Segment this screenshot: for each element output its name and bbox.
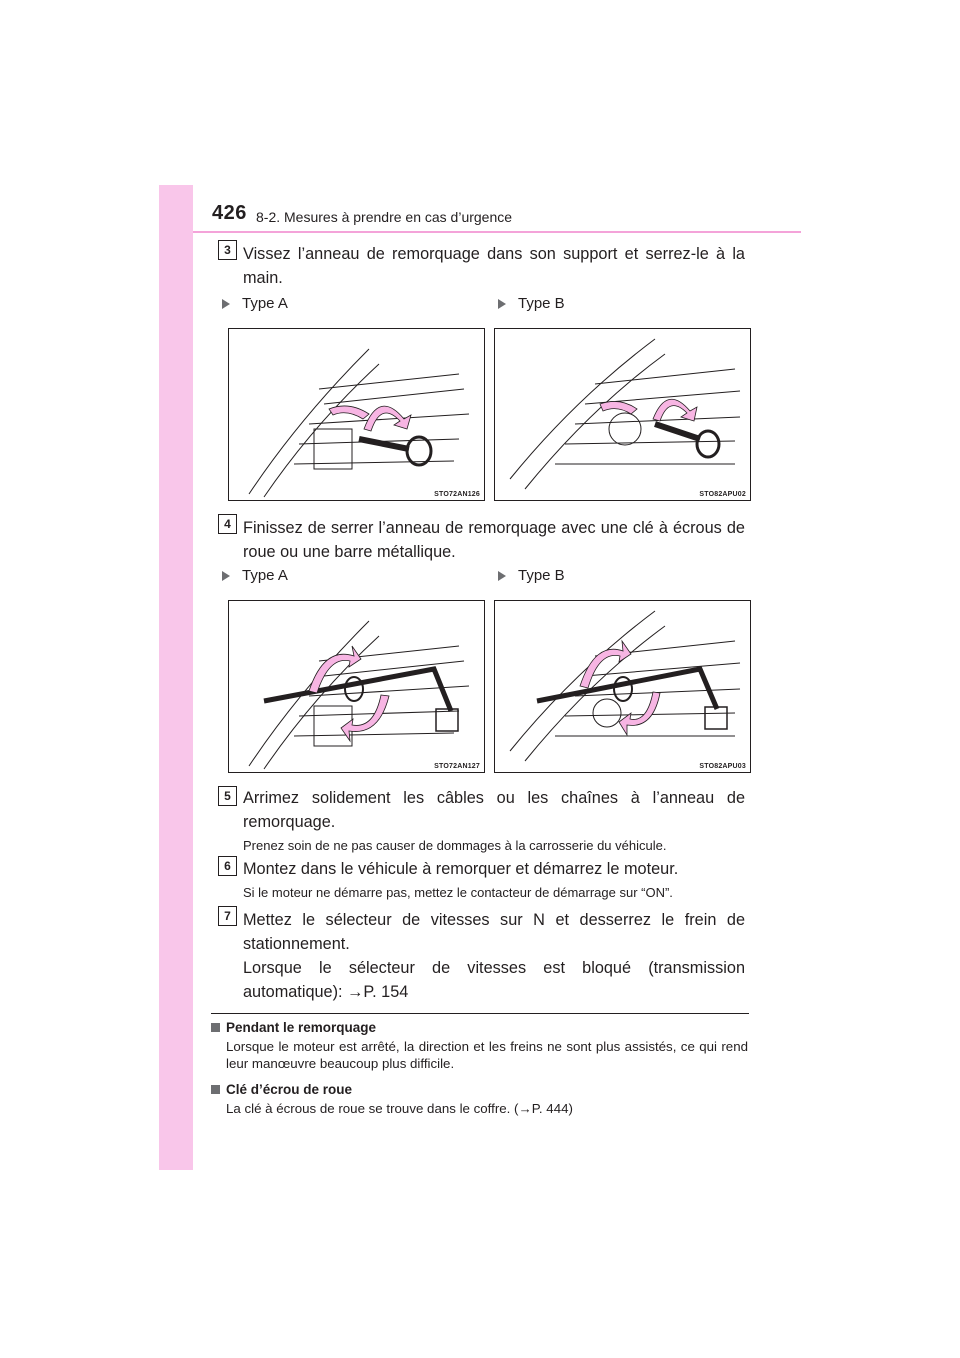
tow-hook-illustration — [229, 329, 484, 500]
note-title: Pendant le remorquage — [226, 1020, 377, 1035]
type-a-label — [222, 295, 288, 312]
triangle-bullet-icon — [222, 571, 230, 581]
triangle-bullet-icon — [498, 571, 506, 581]
section-divider — [211, 1013, 749, 1014]
step-4-text: Finissez de serrer l’anneau de remorquage avec une clé à écrous de roue ou une barre métallique. — [243, 519, 745, 561]
note-heading-towing — [211, 1020, 376, 1035]
step-7-text: Mettez le sélecteur de vitesses sur N et desserrez le frein de stationnement. — [243, 911, 745, 953]
step-5-note: Prenez soin de ne pas causer de dommages à la carrosserie du véhicule. — [243, 838, 667, 853]
type-b-label — [498, 295, 565, 312]
type-b-text: Type B — [518, 295, 565, 312]
type-a-label — [222, 567, 288, 584]
note-body-wrench: La clé à écrous de roue se trouve dans le coffre. (→P. 444) — [226, 1101, 573, 1116]
step-number-4: 4 — [218, 514, 237, 534]
square-bullet-icon — [211, 1023, 220, 1032]
header-rule — [193, 231, 801, 233]
triangle-bullet-icon — [222, 299, 230, 309]
step-number-7: 7 — [218, 906, 237, 926]
step-6-text: Montez dans le véhicule à remorquer et démarrez le moteur. — [243, 860, 679, 878]
figure-code: STO82APU03 — [699, 763, 746, 770]
step-7-text-2: Lorsque le sélecteur de vitesses est bloqué (transmission automatique): →P. 154 — [243, 959, 745, 1001]
figure-step4-type-a — [228, 600, 485, 773]
note-heading-wrench — [211, 1082, 352, 1097]
wrench-illustration — [229, 601, 484, 772]
figure-step3-type-a — [228, 328, 485, 501]
wrench-illustration — [495, 601, 750, 772]
step-5-text: Arrimez solidement les câbles ou les chaînes à l’anneau de remorquage. — [243, 789, 745, 831]
step-3-text: Vissez l’anneau de remorquage dans son support et serrez-le à la main. — [243, 245, 745, 287]
type-a-text: Type A — [242, 567, 288, 584]
figure-code: STO82APU02 — [699, 491, 746, 498]
section-title: 8-2. Mesures à prendre en cas d’urgence — [256, 209, 513, 225]
step-number-6: 6 — [218, 856, 237, 876]
step-number-3: 3 — [218, 240, 237, 260]
type-a-text: Type A — [242, 295, 288, 312]
type-b-label — [498, 567, 565, 584]
figure-step4-type-b — [494, 600, 751, 773]
step-number-5: 5 — [218, 786, 237, 806]
side-tab-band — [159, 185, 193, 1170]
figure-step3-type-b — [494, 328, 751, 501]
tow-hook-illustration — [495, 329, 750, 500]
square-bullet-icon — [211, 1085, 220, 1094]
note-title: Clé d’écrou de roue — [226, 1082, 353, 1097]
note-body-towing: Lorsque le moteur est arrêté, la direction et les freins ne sont plus assistés, ce qui rend leur manœuvre beaucoup plus difficile. — [226, 1039, 748, 1071]
triangle-bullet-icon — [498, 299, 506, 309]
figure-code: STO72AN126 — [434, 491, 480, 498]
page-number: 426 — [212, 202, 247, 224]
step-6-note: Si le moteur ne démarre pas, mettez le contacteur de démarrage sur “ON”. — [243, 885, 673, 900]
figure-code: STO72AN127 — [434, 763, 480, 770]
type-b-text: Type B — [518, 567, 565, 584]
